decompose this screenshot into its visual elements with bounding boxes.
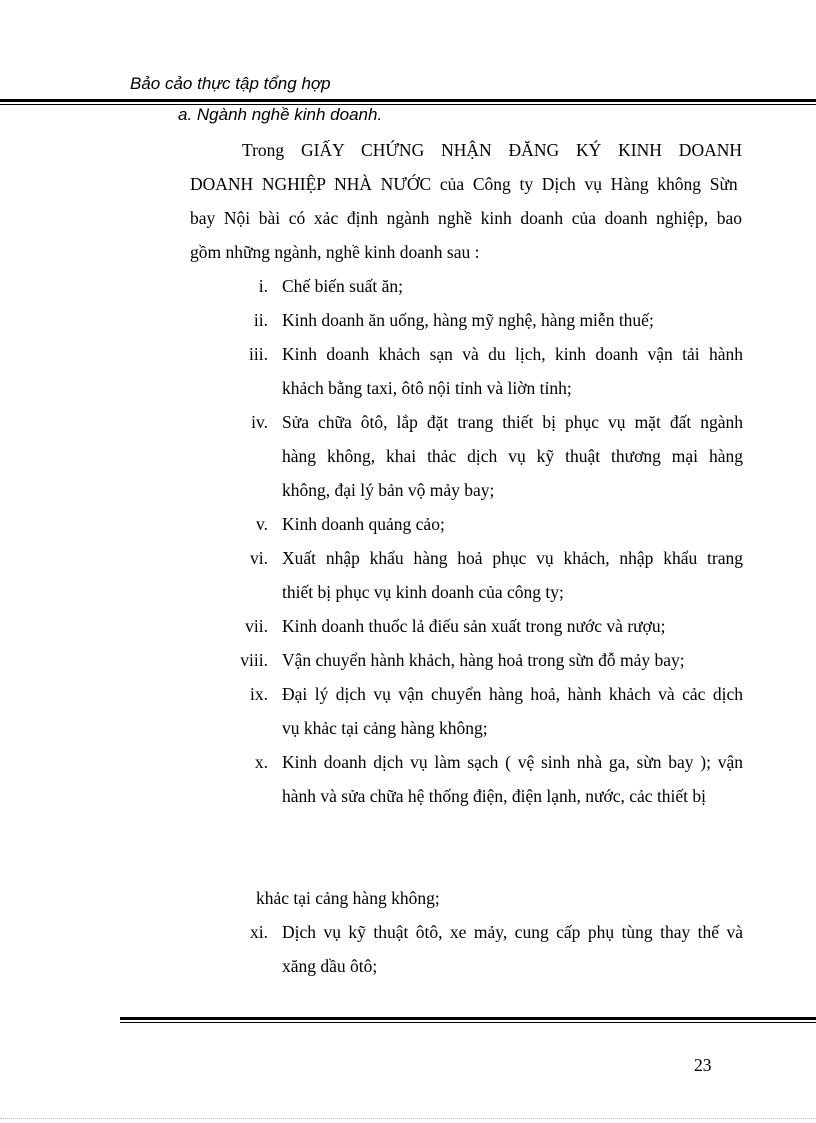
list-item-text: hàng không, khai thảc dịch vụ kỹ thuật thương mại hàng: [282, 446, 743, 466]
list-item-text: khảch bằng taxi, ôtô nội tỉnh và liờn tỉnh;: [282, 378, 572, 398]
list-item-text: vụ khảc tại cảng hàng không;: [282, 718, 488, 738]
list-item-text: Kinh doanh thuốc lả điếu sản xuất trong nước và rượu;: [282, 616, 666, 636]
list-item-number: i.: [258, 276, 268, 296]
intro-line: DOANH NGHIỆP NHÀ NƯỚC của Công ty Dịch vụ Hàng không Sừn: [190, 174, 738, 194]
intro-line: gồm những ngành, nghề kinh doanh sau :: [190, 242, 480, 262]
header-rule-thick: [0, 99, 816, 102]
list-item-text: xăng dầu ôtô;: [282, 956, 378, 976]
list-item-text: Kinh doanh ăn uống, hàng mỹ nghệ, hàng miễn thuế;: [282, 310, 654, 330]
list-item-number: xi.: [250, 922, 268, 942]
list-item-number: iii.: [249, 344, 268, 364]
list-item-text: hành và sửa chữa hệ thống điện, điện lạnh, nước, cảc thiết bị: [282, 786, 707, 806]
list-item-number: v.: [256, 514, 268, 534]
list-item-text: Kinh doanh dịch vụ làm sạch ( vệ sinh nhà ga, sừn bay ); vận: [282, 752, 743, 772]
list-item-text: Sửa chữa ôtô, lắp đặt trang thiết bị phục vụ mặt đất ngành: [282, 412, 743, 432]
intro-line: bay Nội bài có xảc định ngành nghề kinh doanh của doanh nghiệp, bao: [190, 208, 742, 228]
list-item-number: vi.: [250, 548, 268, 568]
list-item-number: ii.: [253, 310, 268, 330]
section-heading: a. Ngành nghề kinh doanh.: [178, 105, 383, 124]
page-edge: [0, 1118, 816, 1119]
page-number: 23: [694, 1055, 712, 1075]
list-item-text: Dịch vụ kỹ thuật ôtô, xe mảy, cung cấp phụ tùng thay thế và: [282, 922, 743, 942]
list-item-number: iv.: [251, 412, 268, 432]
list-item-text: Xuất nhập khẩu hàng hoả phục vụ khảch, nhập khẩu trang: [282, 548, 743, 568]
header-title: Bảo cảo thực tập tổng hợp: [130, 74, 331, 93]
list-item-text: Chế biến suất ăn;: [282, 276, 404, 296]
footer-rule-thick: [120, 1017, 816, 1020]
list-item-text: Vận chuyển hành khảch, hàng hoả trong sừn đỗ mảy bay;: [282, 650, 685, 670]
list-item-number: ix.: [250, 684, 268, 704]
list-item-text: Kinh doanh quảng cảo;: [282, 514, 445, 534]
header-rule-thin: [0, 104, 816, 105]
list-item-number: vii.: [245, 616, 268, 636]
list-item-number: x.: [254, 752, 268, 772]
footer-rule-thin: [120, 1022, 816, 1023]
list-item-number: viii.: [240, 650, 268, 670]
intro-line: Trong GIẤY CHỨNG NHẬN ĐĂNG KÝ KINH DOANH: [242, 140, 742, 160]
list-item-text: Đại lý dịch vụ vận chuyển hàng hoả, hành khảch và cảc dịch: [282, 684, 743, 704]
list-item-text: thiết bị phục vụ kinh doanh của công ty;: [282, 582, 564, 602]
list-item-text: không, đại lý bản vộ mảy bay;: [282, 480, 495, 500]
list-item-continuation: khảc tại cảng hàng không;: [256, 888, 440, 908]
list-item-text: Kinh doanh khảch sạn và du lịch, kinh doanh vận tải hành: [282, 344, 743, 364]
